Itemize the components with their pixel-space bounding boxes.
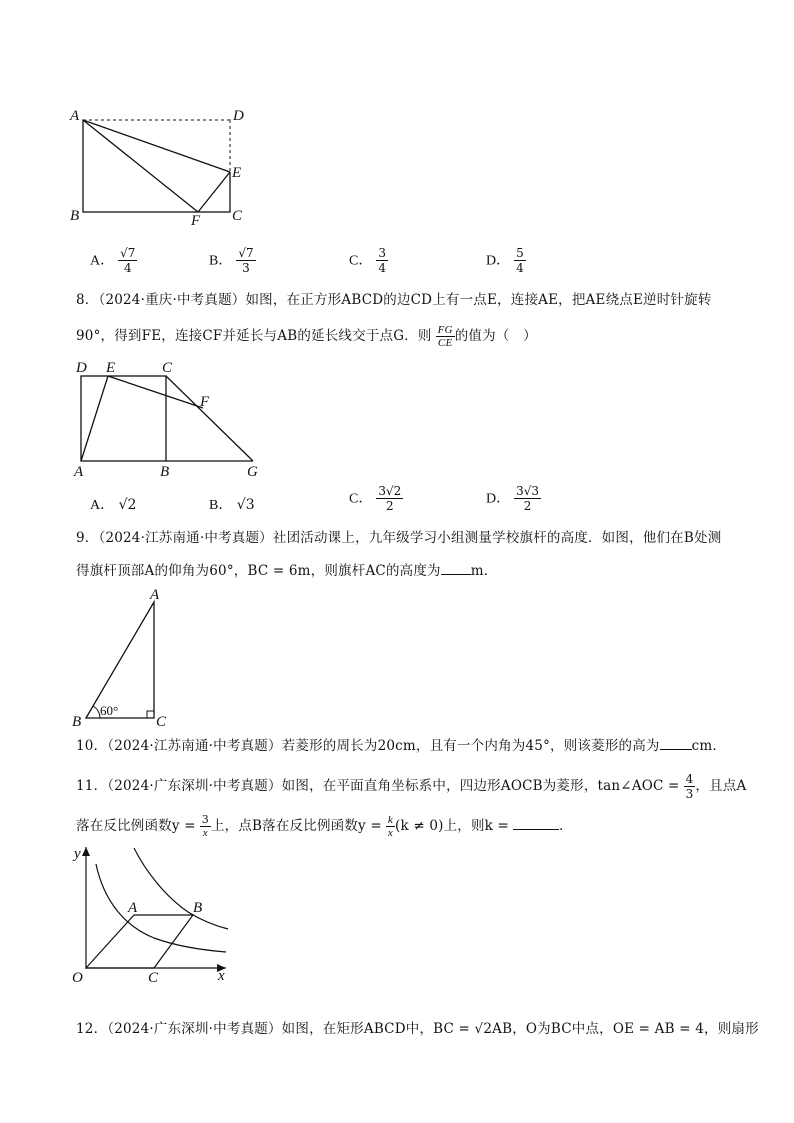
q10-pre: 10．（2024·江苏南通·中考真题）若菱形的周长为20cm，且有一个内角为45°，则该菱形的高为	[76, 738, 660, 754]
fig9-angle-arc	[93, 706, 100, 718]
numerator: 3√2	[378, 484, 402, 498]
denominator: 3	[685, 787, 694, 801]
q11-line2-b: 上，点B落在反比例函数y =	[210, 818, 382, 834]
denominator: 2	[523, 499, 532, 513]
denominator: 2	[385, 499, 394, 513]
fig8-line-ef	[108, 376, 203, 408]
fig7-label-d: D	[233, 108, 244, 124]
q11-answer-blank[interactable]	[513, 829, 559, 830]
fig11-label-y: y	[74, 846, 81, 862]
numerator: 3√3	[516, 484, 540, 498]
option-label: A．	[90, 498, 115, 513]
q8-option-d[interactable]	[486, 484, 541, 513]
q8-fraction	[436, 324, 455, 349]
option-label: C．	[349, 253, 373, 269]
figure-q9	[66, 586, 186, 731]
q12-line1: 12．（2024·广东深圳·中考真题）如图，在矩形ABCD中，BC = √2AB，O为BC中点，OE = AB = 4，则扇形	[76, 1021, 759, 1037]
figure-q11	[66, 842, 236, 987]
q8-option-b[interactable]	[209, 494, 255, 514]
q8-option-c[interactable]	[349, 484, 403, 513]
q11-f2-fraction	[386, 814, 395, 839]
q11-line2	[76, 814, 573, 839]
fraction	[376, 246, 388, 275]
q11-line1-pre: 11．（2024·广东深圳·中考真题）如图，在平面直角坐标系中，四边形AOCB为菱形，tan∠AOC =	[76, 778, 680, 794]
numerator: k	[387, 814, 393, 826]
fig11-label-a: A	[128, 900, 138, 916]
q7-option-a[interactable]	[90, 246, 137, 275]
fig7-label-c: C	[232, 208, 243, 224]
fig8-square	[81, 376, 166, 461]
q11-tan-fraction	[684, 772, 696, 801]
q10-answer-blank[interactable]	[660, 749, 692, 750]
q11-line2-d: ．	[559, 818, 573, 834]
denominator: 3	[242, 261, 250, 275]
q11-f1-fraction	[200, 814, 211, 839]
option-value: √2	[118, 497, 137, 513]
fig9-label-b: B	[72, 714, 82, 730]
fig7-rect-solid	[83, 120, 230, 212]
numerator: 3	[201, 813, 209, 826]
fig9-label-c: C	[156, 714, 167, 730]
fig9-triangle	[86, 602, 154, 718]
fig11-label-b: B	[193, 900, 203, 916]
fig7-label-f: F	[191, 213, 201, 229]
q10-post: cm．	[691, 738, 727, 754]
fraction	[236, 246, 255, 275]
fraction	[514, 484, 541, 513]
q11-line1-post: ，且点A	[695, 778, 747, 794]
fig7-line-af	[83, 120, 198, 212]
q7-option-c[interactable]	[349, 246, 388, 275]
fig7-line-fe	[198, 172, 230, 212]
fig11-curve-1	[96, 864, 226, 952]
fig11-curve-2	[134, 848, 228, 929]
fig11-rhombus	[86, 915, 193, 968]
q9-answer-blank[interactable]	[441, 574, 471, 575]
fig11-label-o: O	[72, 970, 83, 986]
numerator: √7	[238, 246, 254, 260]
denominator: x	[387, 827, 393, 839]
denominator: 4	[378, 261, 386, 275]
q8-line2-post: 的值为（ ）	[454, 328, 537, 344]
option-label: B．	[209, 253, 233, 269]
q8-line2	[76, 324, 537, 349]
fig7-label-e: E	[232, 165, 242, 181]
option-label: B．	[209, 498, 233, 513]
fig8-label-b: B	[160, 464, 170, 480]
fraction	[118, 246, 137, 275]
fig9-label-a: A	[150, 587, 160, 603]
q7-option-d[interactable]	[486, 246, 526, 275]
fig8-line-cg	[166, 376, 253, 461]
q11-line2-c: (k ≠ 0)上，则k =	[394, 818, 510, 834]
fig7-label-b: B	[70, 208, 80, 224]
fig8-label-g: G	[247, 464, 258, 480]
figure-q7	[60, 100, 260, 230]
fig8-label-e: E	[106, 360, 116, 376]
option-label: C．	[349, 491, 373, 507]
q11-line1	[76, 772, 746, 801]
numerator: 3	[378, 246, 386, 260]
q8-option-a[interactable]	[90, 494, 136, 514]
fig8-label-c: C	[162, 360, 173, 376]
numerator: FG	[437, 324, 453, 336]
fraction	[514, 246, 526, 275]
fig9-right-angle-mark	[147, 711, 154, 718]
option-label: D．	[486, 491, 511, 507]
fig11-y-arrow	[82, 847, 90, 856]
q7-option-b[interactable]	[209, 246, 256, 275]
q9-line2-pre: 得旗杆顶部A的仰角为60°，BC = 6m，则旗杆AC的高度为	[76, 563, 441, 579]
numerator: 5	[516, 246, 524, 260]
q10-line	[76, 736, 726, 756]
fig7-label-a: A	[70, 108, 80, 124]
q9-line2-post: m．	[470, 563, 498, 579]
numerator: 4	[685, 772, 694, 786]
option-label: A．	[90, 253, 115, 269]
fraction	[376, 484, 403, 513]
denominator: x	[202, 827, 208, 839]
fig8-label-f: F	[200, 394, 210, 410]
q9-line2	[76, 561, 497, 581]
fig8-label-d: D	[76, 360, 87, 376]
option-value: √3	[236, 497, 255, 513]
fig8-line-ae	[81, 376, 108, 461]
option-label: D．	[486, 253, 511, 269]
denominator: 4	[123, 261, 132, 275]
q8-line1: 8．（2024·重庆·中考真题）如图，在正方形ABCD的边CD上有一点E，连接AE，把AE绕点E逆时针旋转	[76, 292, 712, 308]
numerator: √7	[120, 246, 136, 260]
fig11-label-x: x	[218, 968, 225, 984]
figure-q8	[66, 356, 276, 484]
fig11-label-c: C	[148, 970, 159, 986]
q8-line2-pre: 90°，得到FE，连接CF并延长与AB的延长线交于点G．则	[76, 328, 432, 344]
q11-line2-a: 落在反比例函数y =	[76, 818, 196, 834]
q9-line1: 9．（2024·江苏南通·中考真题）社团活动课上，九年级学习小组测量学校旗杆的高度．如图，他们在B处测	[76, 530, 722, 546]
denominator: 4	[516, 261, 524, 275]
fig7-line-ae	[83, 120, 230, 172]
fig8-label-a: A	[74, 464, 84, 480]
fig9-angle-label: 60°	[100, 703, 119, 718]
denominator: CE	[437, 337, 453, 349]
